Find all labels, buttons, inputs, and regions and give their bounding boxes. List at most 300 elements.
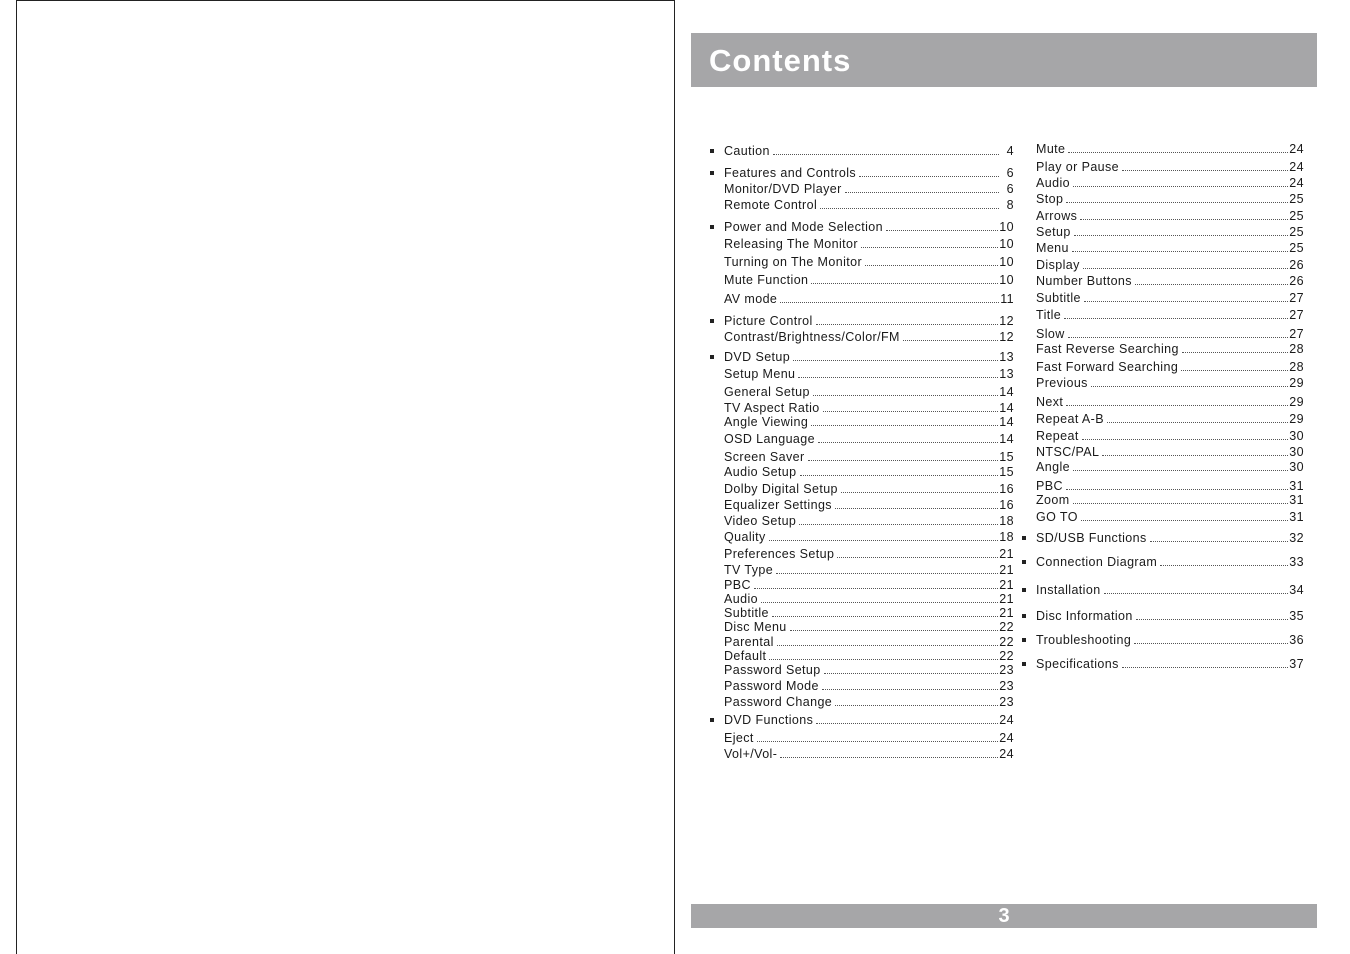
dot-leader [859,175,999,177]
toc-entry-page: 10 [999,237,1014,251]
dot-leader [769,539,999,541]
dot-leader [811,282,998,284]
dot-leader [865,264,998,266]
toc-entry-page: 18 [999,514,1014,528]
toc-entry-label: Next [1036,395,1064,409]
toc-entry [708,384,1014,400]
bullet-icon [1020,530,1036,546]
dot-leader [772,615,998,617]
toc-entry-label: PBC [1036,479,1063,493]
bullet-icon [1020,608,1036,624]
dot-leader [776,572,998,574]
toc-entry [1020,240,1304,256]
bullet-spacer [708,497,724,513]
toc-entry [708,730,1014,746]
toc-entry-label: Stop [1036,192,1064,206]
toc-entry [708,197,1014,213]
toc-entry-label: Eject [724,731,754,745]
bullet-spacer [708,181,724,197]
toc-entry [1020,582,1304,598]
toc-entry-label: Dolby Digital Setup [724,482,838,496]
dot-leader [1084,300,1288,302]
toc-entry-page: 30 [1289,460,1304,474]
dot-leader [1074,234,1289,236]
bullet-spacer [1020,411,1036,427]
dot-leader [1122,666,1289,668]
toc-entry-label: Subtitle [1036,291,1081,305]
toc-entry-label: Mute [1036,142,1066,156]
bullet-spacer [1020,326,1036,342]
bullet-spacer [1020,492,1036,508]
toc-entry-page: 8 [1006,198,1014,212]
toc-entry [1020,224,1304,240]
toc-entry-label: TV Type [724,563,774,577]
dot-leader [1073,502,1289,504]
toc-entry-page: 26 [1289,258,1304,272]
toc-entry-label: Zoom [1036,493,1070,507]
toc-entry [1020,608,1304,624]
bullet-spacer [708,662,724,678]
toc-entry-page: 35 [1289,609,1304,623]
toc-entry-label: Fast Reverse Searching [1036,342,1179,356]
toc-entry [708,464,1014,480]
bullet-icon [1020,582,1036,598]
bullet-spacer [1020,257,1036,273]
toc-entry-label: Specifications [1036,657,1119,671]
toc-entry-page: 25 [1289,209,1304,223]
toc-entry [1020,509,1304,525]
toc-entry [708,712,1014,728]
toc-entry-label: Angle Viewing [724,415,809,429]
toc-entry [1020,257,1304,273]
bullet-icon [1020,554,1036,570]
page-title: Contents [709,43,852,78]
dot-leader [835,507,998,509]
toc-entry-page: 29 [1289,395,1304,409]
toc-entry-label: Fast Forward Searching [1036,360,1179,374]
dot-leader [780,301,999,303]
toc-entry-label: Screen Saver [724,450,805,464]
dot-leader [793,359,998,361]
toc-entry-label: Installation [1036,583,1101,597]
toc-entry [708,619,1014,635]
toc-entry [708,329,1014,345]
toc-entry [708,165,1014,181]
toc-entry [1020,530,1304,546]
toc-entry [708,529,1014,545]
toc-entry-page: 23 [999,663,1014,677]
toc-entry-page: 27 [1289,308,1304,322]
toc-entry-label: Vol+/Vol- [724,747,778,761]
dot-leader [811,424,998,426]
toc-entry-label: Video Setup [724,514,797,528]
toc-entry-label: OSD Language [724,432,815,446]
toc-entry-label: Angle [1036,460,1070,474]
bullet-spacer [1020,290,1036,306]
toc-entry-label: Troubleshooting [1036,633,1132,647]
toc-entry-label: NTSC/PAL [1036,445,1100,459]
toc-entry-page: 24 [999,731,1014,745]
dot-leader [1122,169,1288,171]
dot-leader [1066,404,1288,406]
toc-entry [708,236,1014,252]
dot-leader [761,601,998,603]
toc-entry [1020,492,1304,508]
dot-leader [1150,540,1289,542]
bullet-spacer [1020,428,1036,444]
toc-entry [708,481,1014,497]
toc-entry-label: Display [1036,258,1080,272]
toc-entry-page: 23 [999,679,1014,693]
toc-entry-label: TV Aspect Ratio [724,401,820,415]
toc-entry-page: 12 [999,314,1014,328]
bullet-spacer [708,694,724,710]
dot-leader [903,339,998,341]
toc-entry-page: 31 [1289,510,1304,524]
toc-entry [708,143,1014,159]
bullet-spacer [708,678,724,694]
bullet-spacer [708,464,724,480]
toc-entry [1020,208,1304,224]
bullet-icon [708,219,724,235]
toc-entry [1020,273,1304,289]
toc-entry-page: 13 [999,367,1014,381]
bullet-icon [1020,632,1036,648]
toc-entry [708,431,1014,447]
toc-entry-page: 22 [999,620,1014,634]
toc-entry-page: 37 [1289,657,1304,671]
toc-entry-page: 26 [1289,274,1304,288]
bullet-spacer [1020,459,1036,475]
bullet-spacer [708,414,724,430]
toc-entry-page: 13 [999,350,1014,364]
dot-leader [800,474,999,476]
toc-entry-page: 15 [999,465,1014,479]
dot-leader [1080,218,1288,220]
toc-entry [708,662,1014,678]
toc-entry-page: 6 [1006,166,1014,180]
dot-leader [1134,642,1288,644]
toc-entry-page: 18 [999,530,1014,544]
dot-leader [1104,592,1289,594]
toc-entry-label: Menu [1036,241,1069,255]
toc-entry-label: Repeat A-B [1036,412,1104,426]
dot-leader [835,704,998,706]
bullet-spacer [1020,224,1036,240]
toc-entry-label: Connection Diagram [1036,555,1158,569]
toc-entry-page: 11 [1000,292,1014,306]
bullet-spacer [708,329,724,345]
toc-entry-label: Audio Setup [724,465,797,479]
bullet-spacer [708,562,724,578]
toc-entry-label: Play or Pause [1036,160,1120,174]
toc-entry-page: 36 [1289,633,1304,647]
toc-entry-label: General Setup [724,385,810,399]
toc-entry [1020,141,1304,157]
dot-leader [1091,385,1288,387]
dot-leader [886,229,998,231]
bullet-spacer [1020,141,1036,157]
bullet-spacer [1020,394,1036,410]
dot-leader [823,410,999,412]
toc-entry-label: PBC [724,578,751,592]
toc-entry-page: 25 [1289,241,1304,255]
toc-entry [708,414,1014,430]
toc-entry-label: Turning on The Monitor [724,255,863,269]
toc-entry-page: 24 [999,713,1014,727]
dot-leader [820,207,999,209]
bullet-icon [708,165,724,181]
dot-leader [1073,185,1288,187]
toc-entry-page: 6 [1006,182,1014,196]
bullet-icon [708,143,724,159]
toc-entry [1020,159,1304,175]
toc-entry [708,291,1014,307]
toc-entry [1020,554,1304,570]
toc-entry [708,366,1014,382]
toc-entry-page: 21 [999,606,1014,620]
toc-entry-page: 14 [999,432,1014,446]
dot-leader [757,740,998,742]
toc-entry-page: 14 [999,385,1014,399]
bullet-spacer [1020,273,1036,289]
toc-entry [708,694,1014,710]
toc-entry [708,678,1014,694]
toc-entry-label: Power and Mode Selection [724,220,883,234]
toc-entry-label: Password Mode [724,679,819,693]
toc-entry-label: Setup Menu [724,367,796,381]
toc-entry [1020,307,1304,323]
toc-entry-page: 29 [1289,376,1304,390]
toc-entry-label: SD/USB Functions [1036,531,1147,545]
dot-leader [841,491,998,493]
bullet-spacer [1020,359,1036,375]
toc-entry-page: 28 [1289,342,1304,356]
toc-entry-label: Disc Information [1036,609,1133,623]
toc-entry-label: Quality [724,530,766,544]
toc-entry-label: Disc Menu [724,620,787,634]
bullet-spacer [1020,444,1036,460]
dot-leader [780,756,998,758]
toc-entry [1020,428,1304,444]
toc-entry-page: 22 [999,635,1014,649]
toc-entry-label: Audio [1036,176,1070,190]
toc-entry [1020,326,1304,342]
bullet-spacer [1020,208,1036,224]
bullet-spacer [708,431,724,447]
bullet-spacer [708,546,724,562]
toc-entry-page: 12 [999,330,1014,344]
dot-leader [1102,454,1288,456]
bullet-spacer [708,529,724,545]
toc-entry [1020,359,1304,375]
toc-entry-page: 24 [999,747,1014,761]
toc-entry [1020,459,1304,475]
toc-entry-label: Number Buttons [1036,274,1132,288]
toc-entry-label: DVD Setup [724,350,791,364]
toc-entry [708,272,1014,288]
toc-entry [1020,632,1304,648]
toc-entry-label: Setup [1036,225,1071,239]
dot-leader [816,323,999,325]
dot-leader [818,441,998,443]
toc-entry-page: 23 [999,695,1014,709]
toc-entry [708,181,1014,197]
toc-entry [1020,656,1304,672]
toc-entry-label: Repeat [1036,429,1079,443]
bullet-spacer [708,730,724,746]
dot-leader [1082,438,1289,440]
toc-entry-label: Title [1036,308,1062,322]
toc-entry-label: Equalizer Settings [724,498,832,512]
bullet-spacer [1020,509,1036,525]
toc-entry-page: 30 [1289,445,1304,459]
toc-entry [708,254,1014,270]
dot-leader [1072,250,1288,252]
toc-entry-label: Previous [1036,376,1088,390]
toc-entry-page: 16 [999,482,1014,496]
toc-entry [1020,341,1304,357]
dot-leader [861,246,998,248]
toc-entry-page: 31 [1289,479,1304,493]
bullet-spacer [708,384,724,400]
toc-entry-page: 16 [999,498,1014,512]
toc-entry [708,497,1014,513]
toc-entry-page: 22 [999,649,1014,663]
toc-entry-label: Releasing The Monitor [724,237,858,251]
bullet-spacer [708,272,724,288]
dot-leader [773,153,999,155]
toc-entry-page: 29 [1289,412,1304,426]
toc-entry-page: 28 [1289,360,1304,374]
dot-leader [816,722,998,724]
dot-leader [1068,151,1288,153]
dot-leader [1066,488,1288,490]
toc-entry-page: 10 [999,255,1014,269]
page-number: 3 [998,905,1010,927]
toc-entry-label: Contrast/Brightness/Color/FM [724,330,900,344]
toc-entry-label: DVD Functions [724,713,814,727]
toc-entry-label: GO TO [1036,510,1078,524]
dot-leader [1068,336,1289,338]
toc-entry [1020,411,1304,427]
toc-entry-page: 10 [999,273,1014,287]
dot-leader [1073,469,1288,471]
toc-entry-label: Slow [1036,327,1065,341]
dot-leader [837,556,998,558]
toc-entry-label: Subtitle [724,606,769,620]
bullet-spacer [708,197,724,213]
bullet-spacer [708,254,724,270]
toc-entry-page: 25 [1289,192,1304,206]
toc-entry [708,513,1014,529]
toc-entry-page: 24 [1289,160,1304,174]
toc-entry-page: 32 [1289,531,1304,545]
toc-entry [1020,444,1304,460]
toc-entry-page: 24 [1289,142,1304,156]
dot-leader [1107,421,1288,423]
bullet-spacer [1020,375,1036,391]
bullet-spacer [1020,175,1036,191]
toc-entry-page: 4 [1006,144,1014,158]
toc-entry [708,349,1014,365]
dot-leader [813,394,998,396]
toc-entry-label: Picture Control [724,314,813,328]
toc-entry-label: Monitor/DVD Player [724,182,842,196]
bullet-spacer [1020,307,1036,323]
toc-entry-page: 15 [999,450,1014,464]
bullet-spacer [708,291,724,307]
toc-entry-page: 10 [999,220,1014,234]
toc-entry-page: 31 [1289,493,1304,507]
bullet-spacer [708,236,724,252]
bullet-spacer [708,449,724,465]
toc-entry [1020,394,1304,410]
toc-entry-page: 24 [1289,176,1304,190]
bullet-icon [708,712,724,728]
toc-entry [708,562,1014,578]
dot-leader [822,688,998,690]
toc-entry-page: 21 [999,592,1014,606]
toc-entry-label: Password Setup [724,663,821,677]
toc-entry [708,746,1014,762]
blank-left-page [16,0,675,954]
toc-entry-page: 14 [999,415,1014,429]
dot-leader [1081,519,1288,521]
toc-entry [1020,290,1304,306]
toc-entry-page: 25 [1289,225,1304,239]
bullet-icon [1020,656,1036,672]
bullet-spacer [708,366,724,382]
toc-entry [708,313,1014,329]
toc-entry-page: 14 [999,401,1014,415]
bullet-spacer [708,513,724,529]
toc-entry-label: Parental [724,635,774,649]
toc-entry-page: 34 [1289,583,1304,597]
contents-header-band [691,33,1317,87]
dot-leader [1083,267,1288,269]
dot-leader [777,644,999,646]
toc-entry-page: 21 [999,578,1014,592]
dot-leader [824,672,999,674]
dot-leader [1136,618,1289,620]
toc-entry [1020,191,1304,207]
dot-leader [798,376,998,378]
bullet-spacer [1020,191,1036,207]
toc-entry [1020,175,1304,191]
dot-leader [754,587,998,589]
toc-entry-label: Password Change [724,695,833,709]
dot-leader [1135,283,1288,285]
toc-entry-label: Mute Function [724,273,809,287]
bullet-spacer [708,481,724,497]
dot-leader [790,629,999,631]
toc-entry-page: 33 [1289,555,1304,569]
toc-entry-label: Features and Controls [724,166,857,180]
dot-leader [1066,201,1288,203]
toc-entry-label: Arrows [1036,209,1078,223]
toc-entry-page: 27 [1289,327,1304,341]
toc-entry [708,219,1014,235]
toc-entry-label: Preferences Setup [724,547,835,561]
toc-entry-page: 27 [1289,291,1304,305]
dot-leader [808,459,999,461]
dot-leader [1160,564,1288,566]
bullet-spacer [1020,159,1036,175]
toc-entry-page: 21 [999,547,1014,561]
toc-entry-label: Audio [724,592,758,606]
bullet-spacer [708,619,724,635]
